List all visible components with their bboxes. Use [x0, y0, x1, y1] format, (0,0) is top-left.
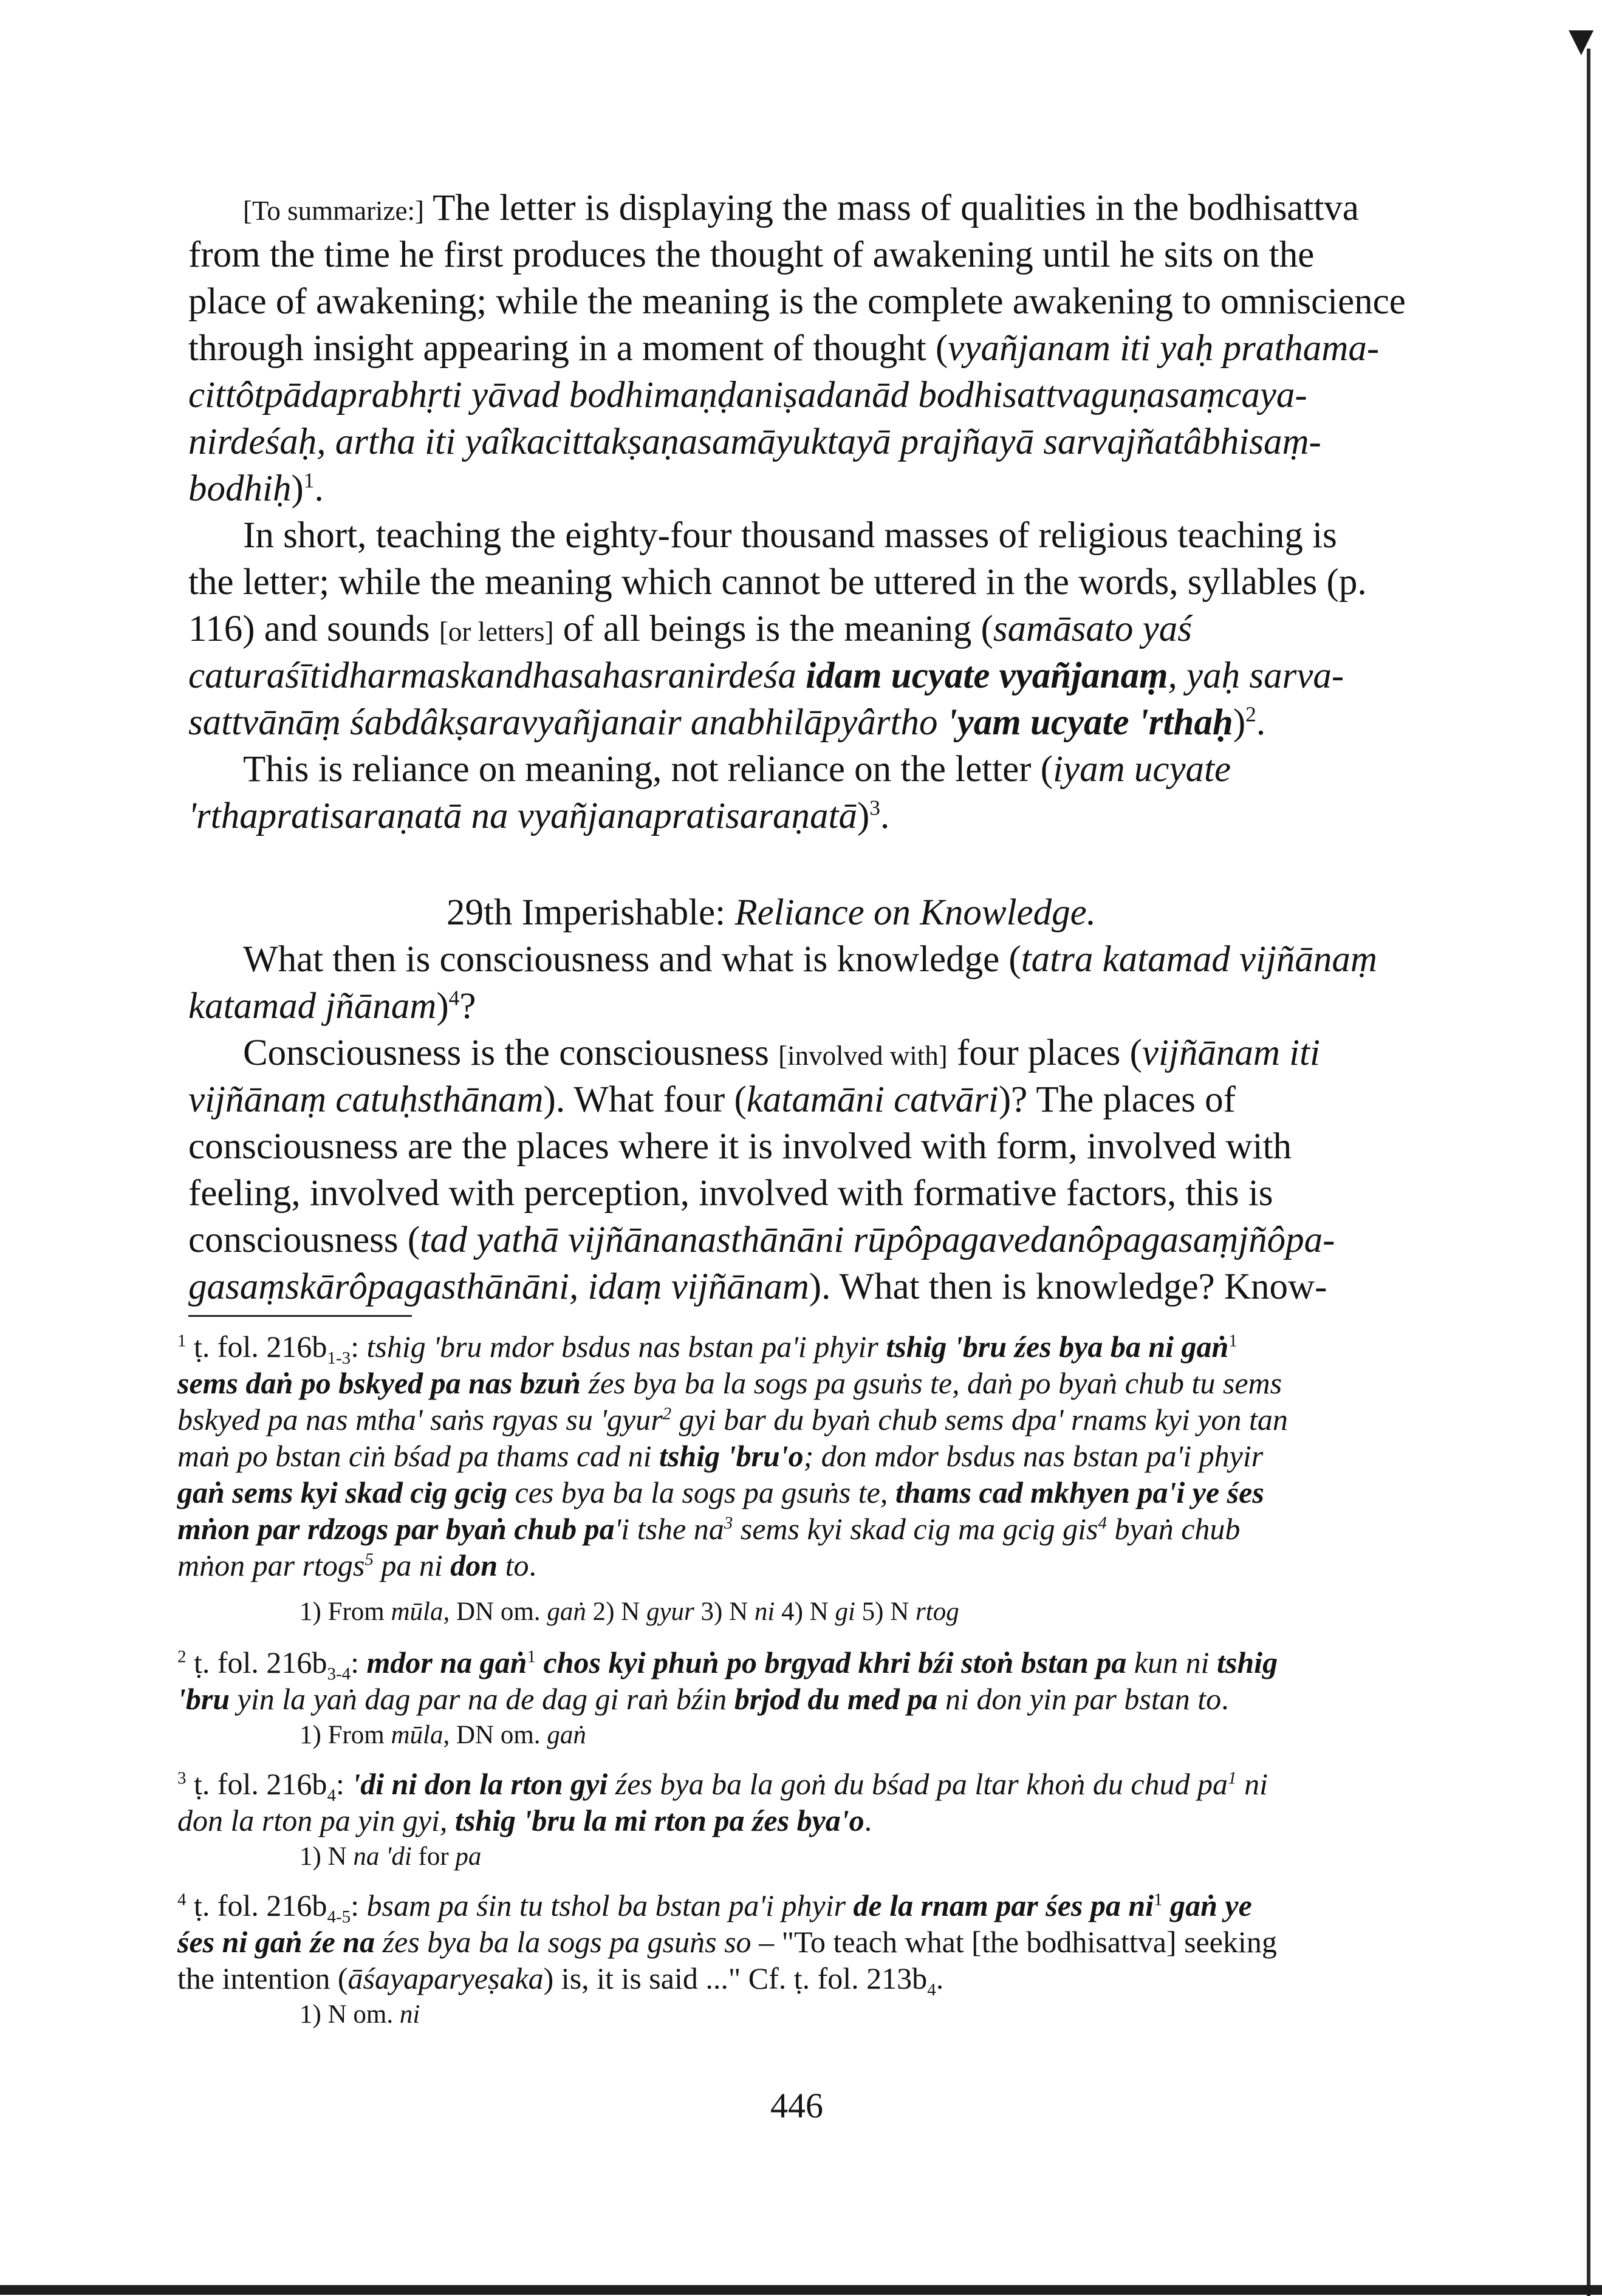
text-line: bodhiḥ)$^1$. [188, 468, 324, 509]
footnote-separator [188, 1315, 412, 1317]
text-line: This is reliance on meaning, not reliance on the letter (iyam ucyate [243, 749, 1231, 790]
footnote-line: maṅ po bstan ciṅ bśad pa thams cad ni tshig 'bru'o; don mdor bsdus nas bstan pa'i phyir [177, 1439, 1264, 1473]
text-line: vijñānaṃ catuḥsthānam). What four (katamāni catvāri)? The places of [188, 1079, 1236, 1120]
page-number: 446 [770, 2086, 823, 2125]
footnote-line: mṅon par rdzogs par byaṅ chub pa'i tshe $na^3$ sems kyi skad cig ma gcig gis$^4$ byaṅ chub [177, 1512, 1241, 1546]
text-line: caturaśītidharmaskandhasahasranirdeśa idam ucyate vyañjanaṃ, yaḥ sarva- [188, 655, 1344, 696]
text-line: In short, teaching the eighty-four thousand masses of religious teaching is [243, 515, 1337, 556]
text-line: 'rthapratisaraṇatā na vyañjanapratisaraṇatā)$^3$. [188, 795, 890, 836]
footnote-line: the intention (āśayaparyeṣaka) is, it is said ..." Cf. ṭ. fol. $213b_4$. [177, 1961, 944, 2000]
footnote-line: $^3$ ṭ. fol. $216b_4$: 'di ni don la rton gyi źes bya ba la goṅ du bśad pa ltar khoṅ du chud $pa^1$ ni [177, 1767, 1268, 1805]
scan-bottom-edge [0, 2285, 1602, 2295]
text-line: consciousness (tad yathā vijñānanasthānāni rūpôpagavedanôpagasaṃjñôpa- [188, 1220, 1335, 1260]
text-line: the letter; while the meaning which cannot be uttered in the words, syllables (p. [188, 562, 1367, 603]
footnote-line: 'bru yin la yaṅ dag par na de dag gi raṅ bźin brjod du med pa ni don yin par bstan to. [177, 1682, 1229, 1716]
text-line: sattvānāṃ śabdâkṣaravyañjanair anabhilāpyârtho 'yam ucyate 'rthaḥ)$^2$. [188, 702, 1266, 743]
footnote-line: 1) N om. ni [300, 2000, 420, 2029]
footnote-line: bskyed pa nas mtha' saṅs rgyas su 'gyur$^2$ gyi bar du byaṅ chub sems dpa' rnams kyi yon tan [177, 1403, 1288, 1437]
text-line: 116) and sounds [or letters] of all beings is the meaning (samāsato yaś [188, 609, 1192, 649]
text-line: What then is consciousness and what is knowledge (tatra katamad vijñānaṃ [243, 939, 1377, 980]
scan-margin-edge [1587, 49, 1590, 2296]
footnote-line: gaṅ sems kyi skad cig gcig ces bya ba la sogs pa gsuṅs te, thams cad mkhyen pa'i ye śes [177, 1475, 1264, 1509]
footnote-line: mṅon par rtogs$^5$ pa ni don to. [177, 1548, 536, 1582]
footnote-line: 1) From mūla, DN om. gaṅ 2) N gyur 3) N ni 4) N gi 5) N rtog [300, 1597, 959, 1626]
text-line: nirdeśaḥ, artha iti yaîkacittakṣaṇasamāyuktayā prajñayā sarvajñatâbhisaṃ- [188, 422, 1321, 462]
text-line: through insight appearing in a moment of thought (vyañjanam iti yaḥ prathama- [188, 328, 1380, 369]
footnote-line: $^4$ ṭ. fol. $216b_{4-5}$: bsam pa śin tu tshol ba bstan pa'i phyir de la rnam par śes pa $ni^1$ gaṅ ye [177, 1888, 1252, 1927]
footnote-line: $^1$ ṭ. fol. $216b_{1-3}$: tshig 'bru mdor bsdus nas bstan pa'i phyir tshig 'bru źes bya ba ni gaṅ$^1$ [177, 1330, 1237, 1368]
text-line: 29th Imperishable: Reliance on Knowledge. [447, 892, 1096, 933]
scan-corner-mark: ▼ [1560, 18, 1602, 64]
footnote-line: $^2$ ṭ. fol. $216b_{3-4}$: mdor na gaṅ$^1$ chos kyi phuṅ po brgyad khri bźi stoṅ bstan pa kun ni tshig [177, 1645, 1278, 1684]
text-line: gasaṃskārôpagasthānāni, idaṃ vijñānam). What then is knowledge? Know- [188, 1266, 1327, 1307]
text-line: place of awakening; while the meaning is the complete awakening to omniscience [188, 281, 1406, 322]
footnote-line: 1) From mūla, DN om. gaṅ [300, 1721, 586, 1749]
text-line: from the time he first produces the thought of awakening until he sits on the [188, 234, 1315, 275]
text-line: [To summarize:] The letter is displaying the mass of qualities in the bodhisattva [243, 188, 1359, 228]
footnote-line: 1) N na 'di for pa [300, 1842, 482, 1871]
text-line: Consciousness is the consciousness [involved with] four places (vijñānam iti [243, 1033, 1321, 1073]
text-line: feeling, involved with perception, involved with formative factors, this is [188, 1173, 1273, 1214]
text-line: consciousness are the places where it is involved with form, involved with [188, 1126, 1292, 1167]
footnote-line: don la rton pa yin gyi, tshig 'bru la mi rton pa źes bya'o. [177, 1803, 872, 1837]
text-line: katamad jñānam)$^4$? [188, 985, 476, 1027]
text-line: cittôtpādaprabhṛti yāvad bodhimaṇḍaniṣadanād bodhisattvaguṇasaṃcaya- [188, 375, 1307, 415]
footnote-line: sems daṅ po bskyed pa nas bzuṅ źes bya ba la sogs pa gsuṅs te, daṅ po byaṅ chub tu sems [177, 1366, 1282, 1400]
footnote-line: śes ni gaṅ źe na źes bya ba la sogs pa gsuṅs so – "To teach what [the bodhisattva] seeking [177, 1925, 1277, 1959]
